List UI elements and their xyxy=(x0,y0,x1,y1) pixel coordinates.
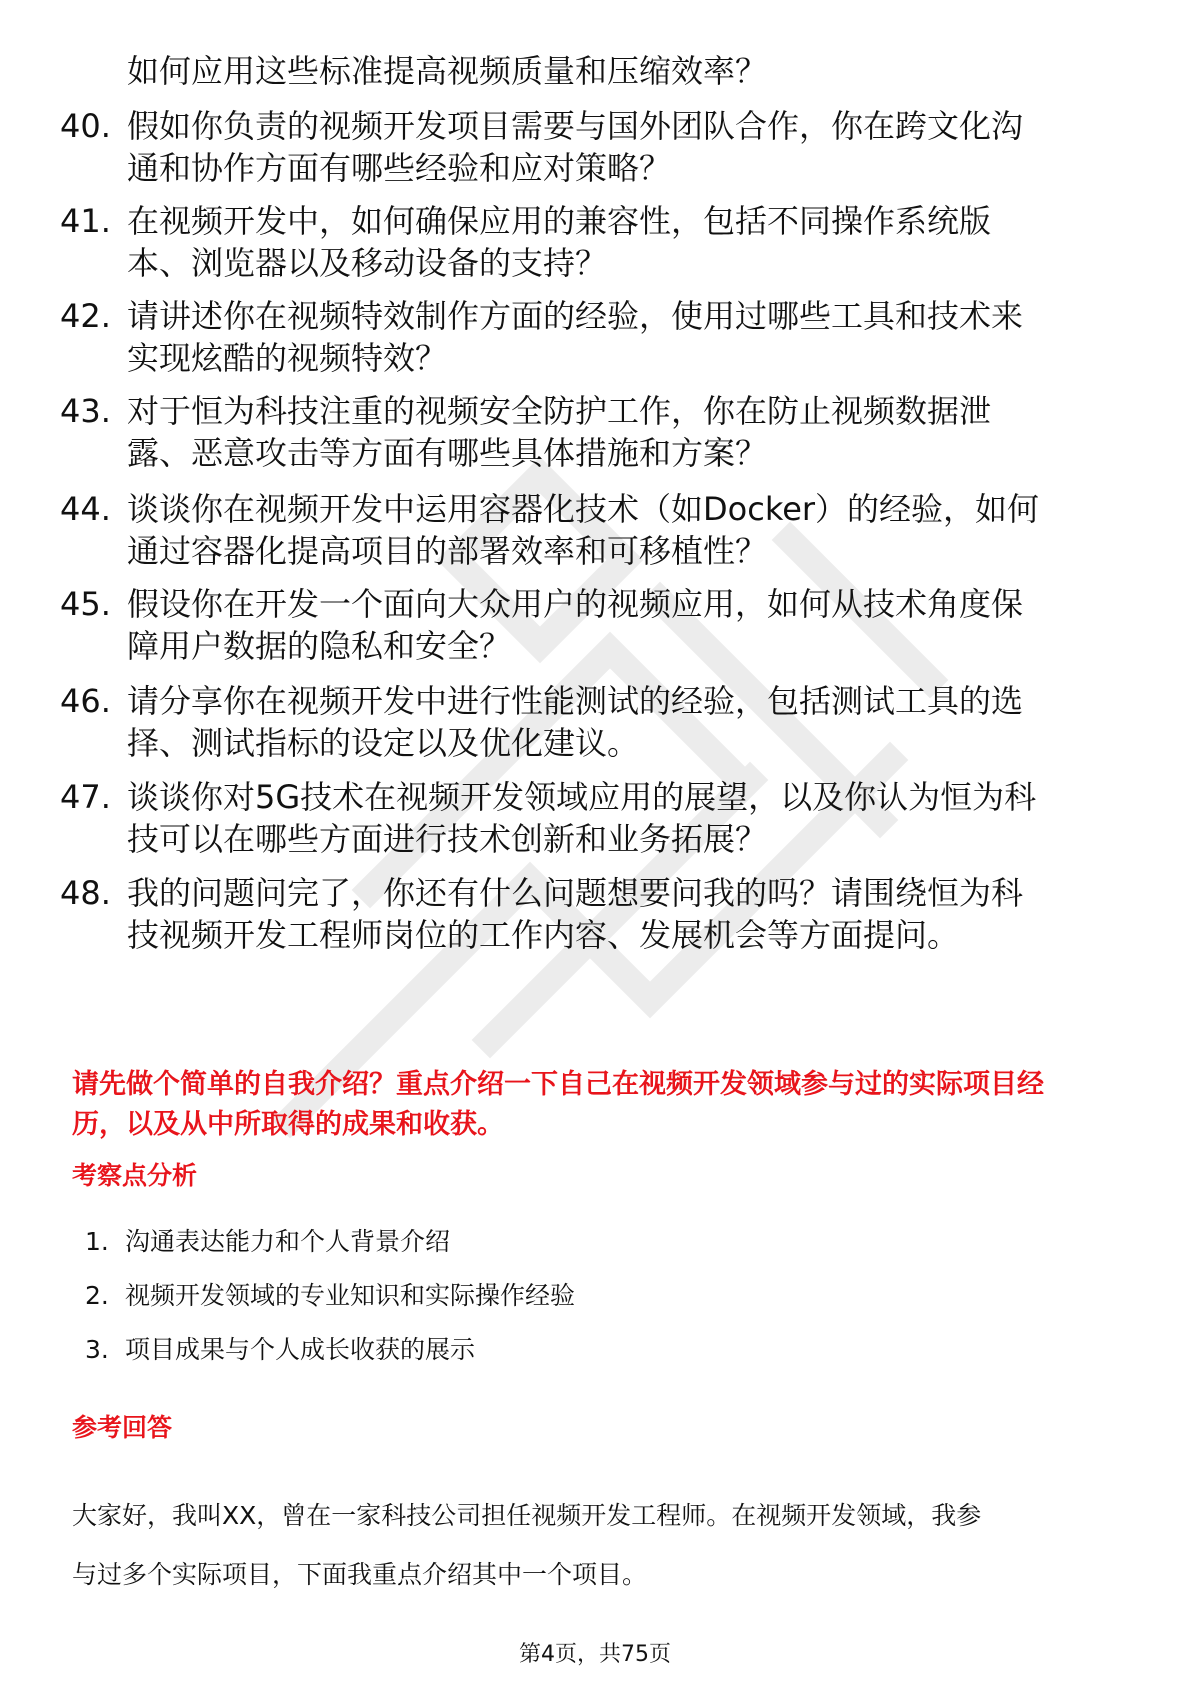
analysis-point-number: 2. xyxy=(85,1281,109,1310)
analysis-point xyxy=(85,1334,475,1366)
question-text-line: 择、测试指标的设定以及优化建议。 xyxy=(127,724,640,762)
reference-answer-line: 大家好，我叫XX，曾在一家科技公司担任视频开发工程师。在视频开发领域，我参 xyxy=(72,1501,982,1530)
question-text-line: 假如你负责的视频开发项目需要与国外团队合作，你在跨文化沟 xyxy=(127,107,1024,145)
question-item xyxy=(60,583,1140,667)
reference-title: 参考回答 xyxy=(72,1413,173,1442)
page-number: 第4页，共75页 xyxy=(519,1642,671,1667)
featured-question-line: 请先做个简单的自我介绍？重点介绍一下自己在视频开发领域参与过的实际项目经 xyxy=(72,1069,1044,1100)
reference-answer xyxy=(72,1486,1132,1604)
question-text-line: 通和协作方面有哪些经验和应对策略？ xyxy=(127,149,672,187)
question-text-line: 技视频开发工程师岗位的工作内容、发展机会等方面提问。 xyxy=(127,916,960,954)
question-item xyxy=(60,776,1140,860)
question-number: 47. xyxy=(60,778,111,816)
question-text-line: 对于恒为科技注重的视频安全防护工作，你在防止视频数据泄 xyxy=(127,392,992,430)
analysis-point xyxy=(85,1226,450,1258)
question-number: 46. xyxy=(60,682,111,720)
question-number: 48. xyxy=(60,874,111,912)
reference-answer-line: 与过多个实际项目，下面我重点介绍其中一个项目。 xyxy=(72,1560,648,1589)
analysis-point-text: 沟通表达能力和个人背景介绍 xyxy=(125,1227,451,1256)
question-item xyxy=(60,872,1140,956)
question-item xyxy=(60,390,1140,474)
analysis-point-text: 项目成果与个人成长收获的展示 xyxy=(125,1335,476,1364)
question-number: 45. xyxy=(60,585,111,623)
question-number: 40. xyxy=(60,107,111,145)
question-text-line: 我的问题问完了，你还有什么问题想要问我的吗？请围绕恒为科 xyxy=(127,874,1024,912)
question-text-line: 请分享你在视频开发中进行性能测试的经验，包括测试工具的选 xyxy=(127,682,1024,720)
question-text-line: 请讲述你在视频特效制作方面的经验，使用过哪些工具和技术来 xyxy=(127,297,1024,335)
question-text-line: 技可以在哪些方面进行技术创新和业务拓展？ xyxy=(127,820,768,858)
question-item xyxy=(60,488,1140,572)
question-text-line: 实现炫酷的视频特效？ xyxy=(127,339,448,377)
analysis-point-number: 1. xyxy=(85,1227,109,1256)
analysis-title: 考察点分析 xyxy=(72,1161,198,1190)
question-text-line: 谈谈你对5G技术在视频开发领域应用的展望，以及你认为恒为科 xyxy=(127,778,1037,816)
analysis-point-text: 视频开发领域的专业知识和实际操作经验 xyxy=(125,1281,576,1310)
featured-question xyxy=(72,1065,1132,1145)
question-continued-line: 如何应用这些标准提高视频质量和压缩效率？ xyxy=(127,52,768,90)
question-text-line: 假设你在开发一个面向大众用户的视频应用，如何从技术角度保 xyxy=(127,585,1024,623)
question-number: 43. xyxy=(60,392,111,430)
question-item xyxy=(60,680,1140,764)
featured-question-line: 历，以及从中所取得的成果和收获。 xyxy=(72,1109,504,1140)
analysis-point xyxy=(85,1280,575,1312)
question-number: 41. xyxy=(60,202,111,240)
question-text-line: 露、恶意攻击等方面有哪些具体措施和方案？ xyxy=(127,434,768,472)
question-item xyxy=(60,105,1140,189)
question-item xyxy=(60,200,1140,284)
question-number: 42. xyxy=(60,297,111,335)
question-text-line: 通过容器化提高项目的部署效率和可移植性？ xyxy=(127,532,768,570)
question-number: 44. xyxy=(60,490,111,528)
analysis-point-number: 3. xyxy=(85,1335,109,1364)
question-text-line: 障用户数据的隐私和安全？ xyxy=(127,627,512,665)
question-item xyxy=(60,295,1140,379)
question-text-line: 谈谈你在视频开发中运用容器化技术（如Docker）的经验，如何 xyxy=(127,490,1040,528)
question-text-line: 在视频开发中，如何确保应用的兼容性，包括不同操作系统版 xyxy=(127,202,992,240)
question-text-line: 本、浏览器以及移动设备的支持？ xyxy=(127,244,608,282)
